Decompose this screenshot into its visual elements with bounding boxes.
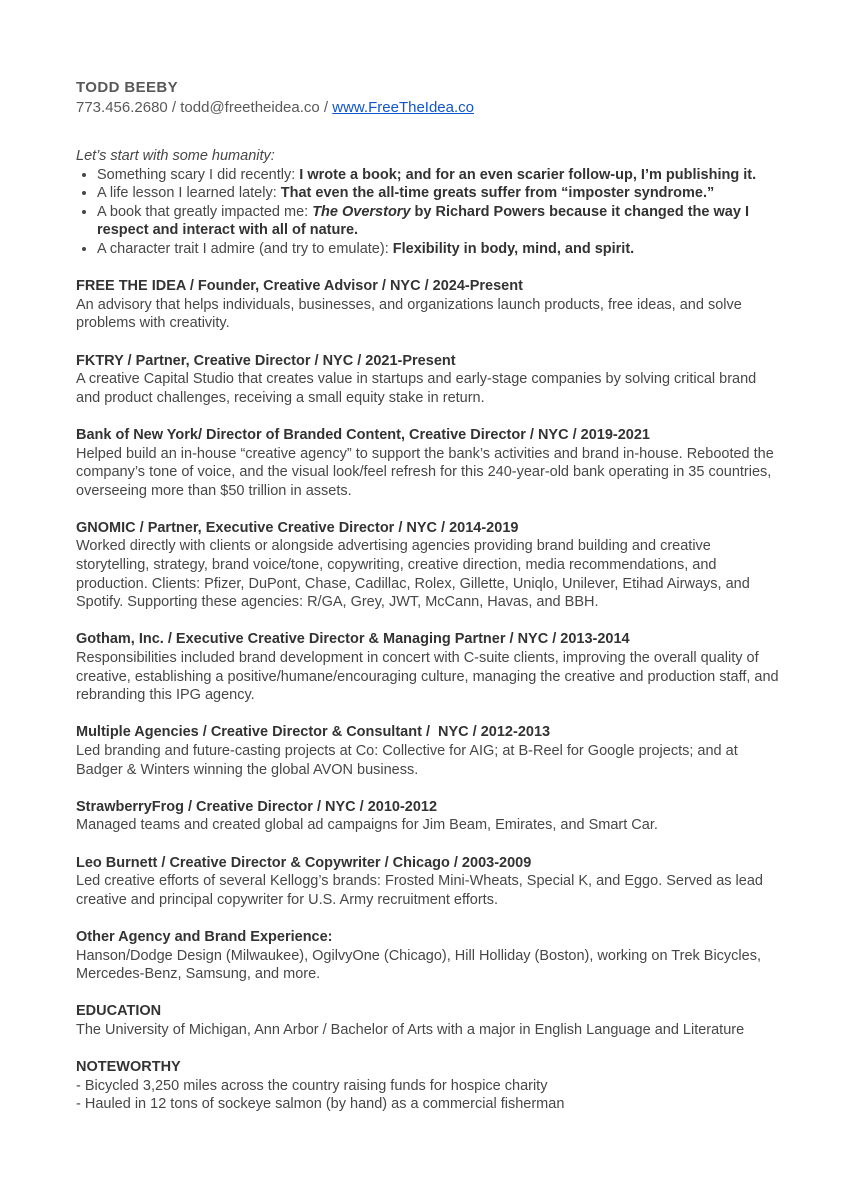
- section-paragraph: - Bicycled 3,250 miles across the country raising funds for hospice charity: [76, 1077, 548, 1094]
- section-paragraph: Worked directly with clients or alongside advertising agencies providing brand building and creative storytelling, strategy, brand voice/tone, copywriting, creative direction, media recommendations, and production. Clients: Pfizer, DuPont, Chase, Cadillac, Rolex, Gillette, Uniqlo, Unilever, Etihad Airways, and Spotify. Supporting these agencies: R/GA, Grey, JWT, McCann, Havas, and BBH.: [76, 538, 750, 611]
- section-title: FREE THE IDEA / Founder, Creative Advisor / NYC / 2024-Present: [76, 278, 523, 295]
- section-title: GNOMIC / Partner, Executive Creative Director / NYC / 2014-2019: [76, 519, 519, 536]
- resume-section: [76, 1058, 782, 1114]
- section-paragraph: An advisory that helps individuals, businesses, and organizations launch products, free ideas, and solve problems with creativity.: [76, 296, 742, 332]
- section-title: Multiple Agencies / Creative Director & Consultant / NYC / 2012-2013: [76, 724, 551, 741]
- humanity-intro: Let’s start with some humanity:: [76, 148, 275, 164]
- section-paragraph: The University of Michigan, Ann Arbor / Bachelor of Arts with a major in English Language and Literature: [76, 1021, 745, 1038]
- experience-sections: [76, 277, 782, 1114]
- section-body: [76, 816, 782, 835]
- resume-section: [76, 928, 782, 984]
- humanity-bullet: [97, 166, 782, 185]
- contact-info: 773.456.2680 / todd@freetheidea.co /: [76, 99, 333, 116]
- section-paragraph: A creative Capital Studio that creates value in startups and early-stage companies by solving critical brand and product challenges, receiving a small equity stake in return.: [76, 371, 757, 406]
- section-body: [76, 445, 782, 501]
- resume-section: [76, 1002, 782, 1039]
- bullet-lead: A book that greatly impacted me:: [97, 203, 313, 220]
- humanity-list: [76, 166, 782, 259]
- section-title: Leo Burnett / Creative Director & Copywriter / Chicago / 2003-2009: [76, 854, 532, 871]
- bullet-lead: A character trait I admire (and try to emulate):: [97, 240, 393, 257]
- humanity-bullet: [97, 203, 782, 240]
- resume-section: [76, 723, 782, 779]
- section-title: StrawberryFrog / Creative Director / NYC / 2010-2012: [76, 798, 438, 815]
- section-paragraph: Responsibilities included brand development in concert with C-suite clients, improving the overall quality of creative, establishing a positive/humane/encouraging culture, managing the creative and production staff, and rebranding this IPG agency.: [76, 650, 779, 704]
- contact-line: [76, 98, 782, 118]
- person-name: TODD BEEBY: [76, 79, 179, 96]
- humanity-bullet: [97, 184, 782, 203]
- section-paragraph: Helped build an in-house “creative agency” to support the bank’s activities and brand in-house. Rebooted the company’s tone of voice, and the visual look/feel refresh for this 240-year-old bank operating in 35 countries, overseeing more than $50 trillion in assets.: [76, 445, 774, 499]
- bullet-lead: A life lesson I learned lately:: [97, 185, 281, 202]
- section-title: Bank of New York/ Director of Branded Content, Creative Director / NYC / 2019-2021: [76, 426, 650, 443]
- resume-header: [76, 78, 782, 118]
- section-paragraph: Managed teams and created global ad campaigns for Jim Beam, Emirates, and Smart Car.: [76, 817, 658, 834]
- humanity-bullet: [97, 240, 782, 259]
- bullet-lead: Something scary I did recently:: [97, 166, 300, 183]
- section-title: EDUCATION: [76, 1003, 162, 1020]
- section-body: [76, 649, 782, 705]
- section-body: [76, 947, 782, 984]
- section-title: NOTEWORTHY: [76, 1059, 181, 1076]
- resume-section: [76, 630, 782, 704]
- section-paragraph: Led creative efforts of several Kellogg’s brands: Frosted Mini-Wheats, Special K, and Eggo. Served as lead creative and principal copywriter for U.S. Army recruitment efforts.: [76, 873, 763, 908]
- section-title: Other Agency and Brand Experience:: [76, 928, 333, 945]
- section-body: [76, 1077, 782, 1114]
- resume-section: [76, 798, 782, 835]
- resume-section: [76, 519, 782, 612]
- section-body: [76, 742, 782, 779]
- resume-section: [76, 277, 782, 333]
- section-paragraph: - Hauled in 12 tons of sockeye salmon (by hand) as a commercial fisherman: [76, 1096, 565, 1113]
- bullet-bold: Flexibility in body, mind, and spirit.: [392, 240, 635, 257]
- resume-section: [76, 854, 782, 910]
- bullet-bold: That even the all-time greats suffer from “imposter syndrome.”: [280, 185, 715, 202]
- resume-section: [76, 352, 782, 408]
- section-body: [76, 537, 782, 611]
- section-body: [76, 872, 782, 909]
- section-title: Gotham, Inc. / Executive Creative Director & Managing Partner / NYC / 2013-2014: [76, 631, 630, 648]
- section-body: [76, 1021, 782, 1040]
- bullet-bold: by Richard Powers because it changed the way I respect and interact with all of nature.: [97, 203, 749, 239]
- section-body: [76, 370, 782, 407]
- section-body: [76, 296, 782, 333]
- bullet-bold: I wrote a book; and for an even scarier follow-up, I’m publishing it.: [299, 166, 757, 183]
- section-title: FKTRY / Partner, Creative Director / NYC / 2021-Present: [76, 352, 456, 369]
- humanity-section: [76, 147, 782, 259]
- resume-section: [76, 426, 782, 500]
- section-paragraph: Hanson/Dodge Design (Milwaukee), OgilvyOne (Chicago), Hill Holliday (Boston), working on Trek Bicycles, Mercedes-Benz, Samsung, and more.: [76, 947, 761, 983]
- section-paragraph: Led branding and future-casting projects at Co: Collective for AIG; at B-Reel for Google projects; and at Badger & Winters winning the global AVON business.: [76, 743, 738, 778]
- book-title: The Overstory: [312, 203, 411, 220]
- website-link[interactable]: www.FreeTheIdea.co: [332, 99, 474, 116]
